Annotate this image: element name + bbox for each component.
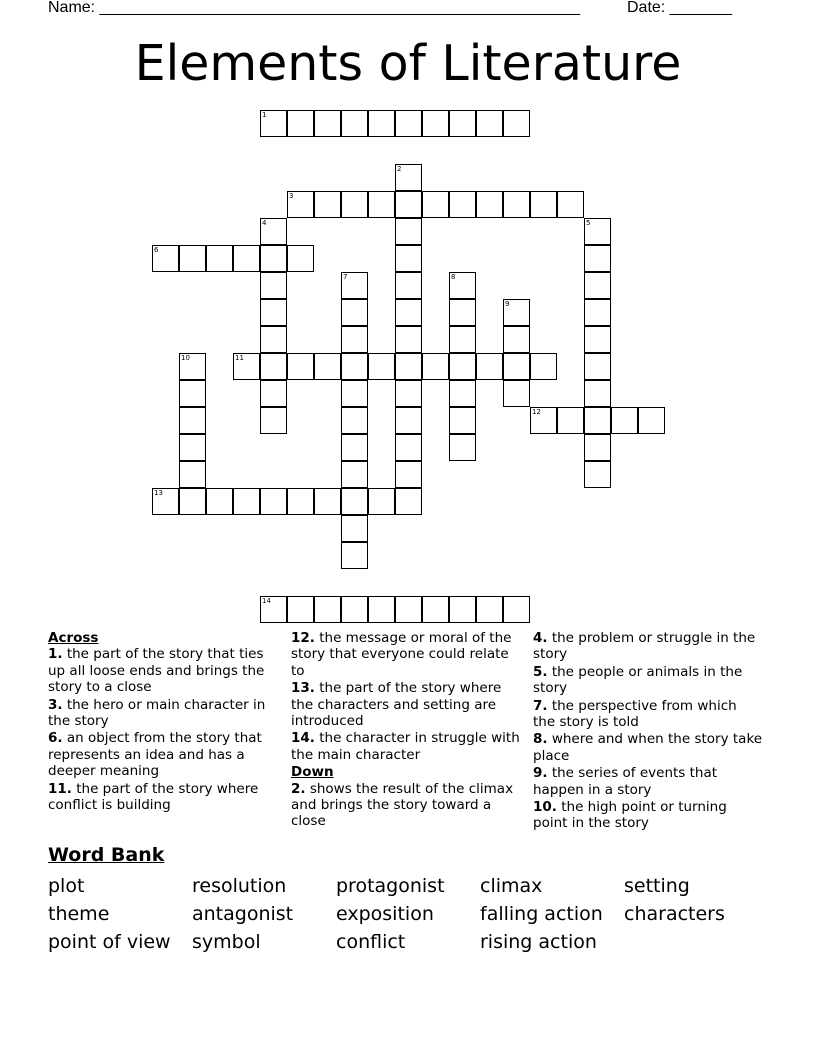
crossword-cell[interactable] bbox=[476, 353, 503, 380]
word-bank-item: rising action bbox=[480, 931, 597, 953]
crossword-cell[interactable] bbox=[341, 299, 368, 326]
cell-number: 13 bbox=[154, 489, 163, 497]
clue-across-3: 3. the hero or main character in the story bbox=[48, 696, 266, 730]
crossword-cell[interactable] bbox=[584, 299, 611, 326]
page-title: Elements of Literature bbox=[134, 35, 682, 92]
crossword-cell[interactable] bbox=[557, 407, 584, 434]
crossword-cell[interactable] bbox=[530, 191, 557, 218]
crossword-cell[interactable] bbox=[341, 596, 368, 623]
crossword-cell[interactable] bbox=[449, 191, 476, 218]
clue-across-1: 1. the part of the story that ties up all loose ends and brings the story to a close bbox=[48, 646, 265, 696]
crossword-cell[interactable] bbox=[395, 326, 422, 353]
crossword-cell[interactable] bbox=[260, 488, 287, 515]
clue-column-3 bbox=[533, 630, 763, 833]
crossword-cell[interactable] bbox=[503, 353, 530, 380]
crossword-cell[interactable] bbox=[206, 488, 233, 515]
crossword-cell[interactable] bbox=[179, 461, 206, 488]
clue-down-5: 5. the people or animals in the story bbox=[533, 663, 743, 697]
crossword-cell[interactable] bbox=[449, 110, 476, 137]
clue-down-7: 7. the perspective from which the story is told bbox=[533, 697, 737, 731]
crossword-cell[interactable] bbox=[341, 434, 368, 461]
word-bank-item: antagonist bbox=[192, 903, 294, 925]
crossword-cell[interactable] bbox=[584, 353, 611, 380]
crossword-cell[interactable] bbox=[341, 461, 368, 488]
crossword-cell[interactable] bbox=[449, 596, 476, 623]
clue-across-11: 11. the part of the story where conflict is building bbox=[48, 780, 259, 814]
word-bank-item: setting bbox=[624, 875, 690, 897]
crossword-cell[interactable] bbox=[638, 407, 665, 434]
crossword-cell[interactable] bbox=[260, 407, 287, 434]
crossword-cell[interactable] bbox=[476, 110, 503, 137]
crossword-cell[interactable] bbox=[395, 353, 422, 380]
cell-number: 11 bbox=[235, 354, 244, 362]
crossword-cell[interactable] bbox=[395, 218, 422, 245]
crossword-cell[interactable] bbox=[395, 191, 422, 218]
crossword-cell[interactable] bbox=[260, 326, 287, 353]
clue-across-14: 14. the character in struggle with the main character bbox=[291, 730, 520, 763]
crossword-cell[interactable] bbox=[368, 596, 395, 623]
crossword-cell[interactable] bbox=[584, 407, 611, 434]
crossword-cell[interactable] bbox=[503, 110, 530, 137]
crossword-cell[interactable] bbox=[368, 110, 395, 137]
across-heading: Across bbox=[48, 630, 99, 646]
clue-down-9: 9. the series of events that happen in a story bbox=[533, 765, 718, 798]
down-heading: Down bbox=[291, 764, 334, 781]
crossword-cell[interactable] bbox=[584, 245, 611, 272]
crossword-cell[interactable] bbox=[233, 488, 260, 515]
crossword-cell[interactable] bbox=[584, 461, 611, 488]
crossword-cell[interactable] bbox=[341, 407, 368, 434]
crossword-cell[interactable] bbox=[395, 434, 422, 461]
crossword-cell[interactable] bbox=[341, 515, 368, 542]
crossword-cell[interactable] bbox=[584, 434, 611, 461]
cell-number: 10 bbox=[181, 354, 190, 362]
crossword-cell[interactable] bbox=[395, 110, 422, 137]
crossword-cell[interactable] bbox=[449, 353, 476, 380]
crossword-cell[interactable] bbox=[287, 110, 314, 137]
crossword-cell[interactable] bbox=[584, 380, 611, 407]
crossword-cell[interactable] bbox=[287, 488, 314, 515]
crossword-cell[interactable] bbox=[314, 353, 341, 380]
cell-number: 1 bbox=[262, 111, 267, 119]
crossword-cell[interactable] bbox=[341, 110, 368, 137]
crossword-cell[interactable] bbox=[584, 326, 611, 353]
word-bank-item: theme bbox=[48, 903, 110, 925]
cell-number: 7 bbox=[343, 273, 348, 281]
crossword-cell[interactable] bbox=[395, 461, 422, 488]
crossword-cell[interactable] bbox=[368, 191, 395, 218]
word-bank-item: plot bbox=[48, 875, 85, 897]
word-bank-item: resolution bbox=[192, 875, 287, 897]
crossword-cell[interactable] bbox=[233, 245, 260, 272]
crossword-cell[interactable] bbox=[287, 245, 314, 272]
crossword-cell[interactable] bbox=[314, 110, 341, 137]
crossword-cell[interactable] bbox=[503, 191, 530, 218]
cell-number: 2 bbox=[397, 165, 402, 173]
crossword-cell[interactable] bbox=[395, 272, 422, 299]
crossword-cell[interactable] bbox=[476, 191, 503, 218]
crossword-cell[interactable] bbox=[557, 191, 584, 218]
clue-across-13: 13. the part of the story where the characters and setting are introduced bbox=[291, 680, 502, 730]
crossword-cell[interactable] bbox=[314, 596, 341, 623]
crossword-cell[interactable] bbox=[449, 380, 476, 407]
crossword-cell[interactable] bbox=[260, 299, 287, 326]
word-bank-title: Word Bank bbox=[48, 844, 165, 866]
clue-down-8: 8. where and when the story take place bbox=[533, 731, 763, 764]
crossword-cell[interactable] bbox=[341, 353, 368, 380]
crossword-cell[interactable] bbox=[341, 191, 368, 218]
crossword-cell[interactable] bbox=[341, 542, 368, 569]
crossword-cell[interactable] bbox=[395, 245, 422, 272]
crossword-cell[interactable] bbox=[260, 380, 287, 407]
crossword-cell[interactable] bbox=[179, 245, 206, 272]
crossword-cell[interactable] bbox=[260, 353, 287, 380]
crossword-cell[interactable] bbox=[260, 245, 287, 272]
crossword-cell[interactable] bbox=[422, 110, 449, 137]
crossword-cell[interactable] bbox=[179, 380, 206, 407]
cell-number: 12 bbox=[532, 408, 541, 416]
crossword-cell[interactable] bbox=[260, 272, 287, 299]
word-bank-item: climax bbox=[480, 875, 543, 897]
word-bank-item: protagonist bbox=[336, 875, 445, 897]
crossword-cell[interactable] bbox=[314, 191, 341, 218]
crossword-cell[interactable] bbox=[395, 299, 422, 326]
crossword-cell[interactable] bbox=[206, 245, 233, 272]
crossword-cell[interactable] bbox=[341, 326, 368, 353]
crossword-cell[interactable] bbox=[449, 407, 476, 434]
cell-number: 8 bbox=[451, 273, 456, 281]
crossword-cell[interactable] bbox=[314, 488, 341, 515]
word-bank-item: conflict bbox=[336, 931, 406, 953]
crossword-cell[interactable] bbox=[449, 434, 476, 461]
cell-number: 3 bbox=[289, 192, 294, 200]
cell-number: 9 bbox=[505, 300, 510, 308]
clue-across-12: 12. the message or moral of the story that everyone could relate to bbox=[291, 630, 512, 679]
crossword-cell[interactable] bbox=[179, 407, 206, 434]
clue-across-6: 6. an object from the story that represents an idea and has a deeper meaning bbox=[48, 730, 262, 780]
crossword-cell[interactable] bbox=[503, 380, 530, 407]
word-bank-item: exposition bbox=[336, 903, 434, 925]
crossword-cell[interactable] bbox=[395, 407, 422, 434]
crossword-cell[interactable] bbox=[341, 380, 368, 407]
crossword-cell[interactable] bbox=[368, 488, 395, 515]
word-bank-item: characters bbox=[624, 903, 725, 925]
crossword-cell[interactable] bbox=[530, 353, 557, 380]
crossword-cell[interactable] bbox=[422, 353, 449, 380]
word-bank-item: symbol bbox=[192, 931, 261, 953]
crossword-cell[interactable] bbox=[341, 488, 368, 515]
crossword-cell[interactable] bbox=[179, 434, 206, 461]
cell-number: 4 bbox=[262, 219, 267, 227]
crossword-cell[interactable] bbox=[503, 326, 530, 353]
cell-number: 14 bbox=[262, 597, 271, 605]
crossword-cell[interactable] bbox=[287, 596, 314, 623]
crossword-cell[interactable] bbox=[584, 272, 611, 299]
clue-column-2 bbox=[291, 630, 521, 831]
clue-down-4: 4. the problem or struggle in the story bbox=[533, 630, 756, 663]
crossword-cell[interactable] bbox=[476, 596, 503, 623]
cell-number: 5 bbox=[586, 219, 591, 227]
crossword-cell[interactable] bbox=[179, 488, 206, 515]
name-field: Name: ______________________________________________________ bbox=[48, 0, 581, 16]
crossword-cell[interactable] bbox=[395, 488, 422, 515]
word-bank-item: point of view bbox=[48, 931, 171, 953]
crossword-cell[interactable] bbox=[395, 596, 422, 623]
crossword-cell[interactable] bbox=[368, 353, 395, 380]
word-bank-item: falling action bbox=[480, 903, 603, 925]
clue-column-1 bbox=[48, 630, 284, 814]
cell-number: 6 bbox=[154, 246, 159, 254]
crossword-cell[interactable] bbox=[422, 596, 449, 623]
crossword-cell[interactable] bbox=[287, 353, 314, 380]
crossword-cell[interactable] bbox=[503, 596, 530, 623]
date-field: Date: _______ bbox=[627, 0, 732, 16]
clue-down-2: 2. shows the result of the climax and brings the story toward a close bbox=[291, 780, 514, 830]
crossword-cell[interactable] bbox=[395, 380, 422, 407]
crossword-cell[interactable] bbox=[422, 191, 449, 218]
clue-down-10: 10. the high point or turning point in the story bbox=[533, 799, 727, 832]
crossword-cell[interactable] bbox=[449, 326, 476, 353]
crossword-cell[interactable] bbox=[449, 299, 476, 326]
crossword-cell[interactable] bbox=[611, 407, 638, 434]
